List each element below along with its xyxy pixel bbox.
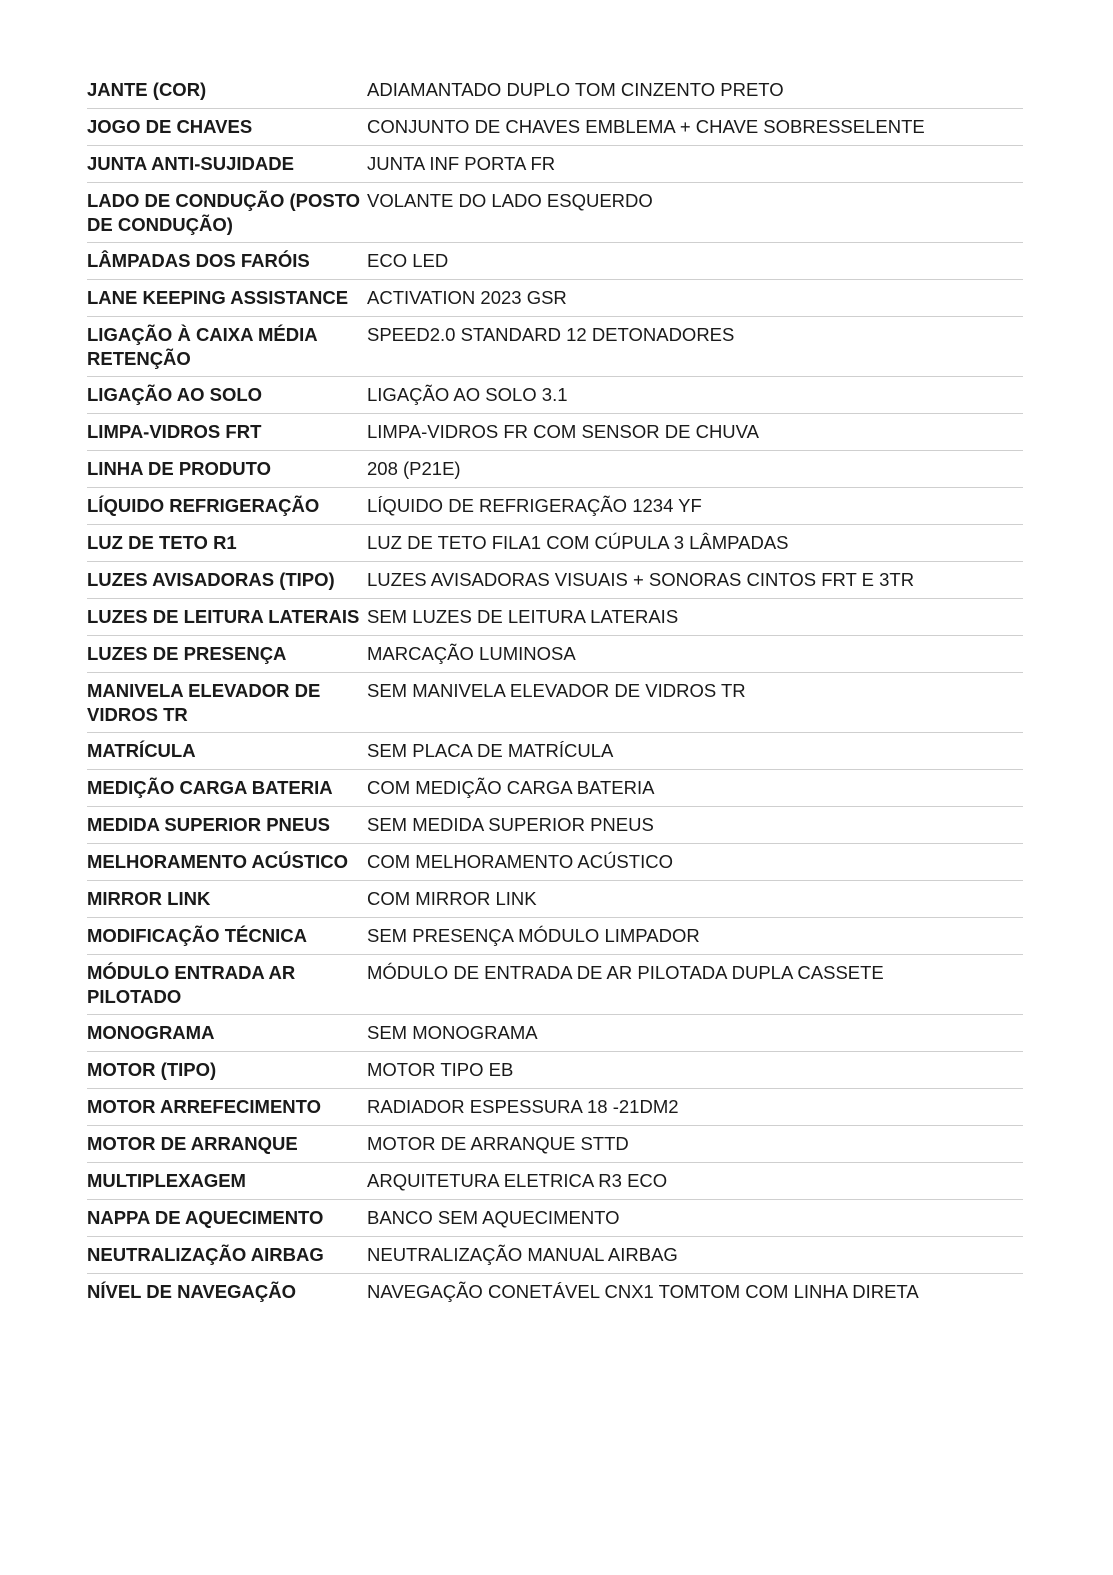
spec-label: LUZES DE PRESENÇA bbox=[87, 643, 287, 664]
spec-value: NEUTRALIZAÇÃO MANUAL AIRBAG bbox=[367, 1244, 678, 1265]
spec-value: ACTIVATION 2023 GSR bbox=[367, 287, 567, 308]
spec-row bbox=[87, 72, 1023, 109]
spec-label: MOTOR DE ARRANQUE bbox=[87, 1133, 298, 1154]
spec-value: LUZ DE TETO FILA1 COM CÚPULA 3 LÂMPADAS bbox=[367, 532, 789, 553]
spec-label: MATRÍCULA bbox=[87, 740, 196, 761]
spec-label: LÂMPADAS DOS FARÓIS bbox=[87, 250, 310, 271]
spec-value: CONJUNTO DE CHAVES EMBLEMA + CHAVE SOBRESSELENTE bbox=[367, 116, 925, 137]
spec-row bbox=[87, 183, 1023, 243]
spec-table bbox=[87, 72, 1023, 1311]
spec-row bbox=[87, 881, 1023, 918]
spec-label: LANE KEEPING ASSISTANCE bbox=[87, 287, 349, 308]
spec-value: LÍQUIDO DE REFRIGERAÇÃO 1234 YF bbox=[367, 495, 702, 516]
spec-label: LUZES DE LEITURA LATERAIS bbox=[87, 606, 360, 627]
spec-label: LÍQUIDO REFRIGERAÇÃO bbox=[87, 495, 320, 516]
spec-label: JOGO DE CHAVES bbox=[87, 116, 253, 137]
spec-label: NÍVEL DE NAVEGAÇÃO bbox=[87, 1281, 297, 1302]
spec-value: SEM MANIVELA ELEVADOR DE VIDROS TR bbox=[367, 680, 746, 701]
spec-row bbox=[87, 317, 1023, 377]
spec-label: LUZ DE TETO R1 bbox=[87, 532, 237, 553]
spec-row bbox=[87, 599, 1023, 636]
spec-label: JUNTA ANTI-SUJIDADE bbox=[87, 153, 294, 174]
spec-row bbox=[87, 1274, 1023, 1311]
spec-label: MOTOR ARREFECIMENTO bbox=[87, 1096, 321, 1117]
spec-row bbox=[87, 1163, 1023, 1200]
spec-row bbox=[87, 377, 1023, 414]
spec-value: MOTOR TIPO EB bbox=[367, 1059, 514, 1080]
spec-label: LUZES AVISADORAS (TIPO) bbox=[87, 569, 335, 590]
spec-value: LIGAÇÃO AO SOLO 3.1 bbox=[367, 384, 568, 405]
spec-value: ARQUITETURA ELETRICA R3 ECO bbox=[367, 1170, 668, 1191]
spec-value: LIMPA-VIDROS FR COM SENSOR DE CHUVA bbox=[367, 421, 759, 442]
spec-row bbox=[87, 955, 1023, 1015]
spec-row bbox=[87, 488, 1023, 525]
spec-value: NAVEGAÇÃO CONETÁVEL CNX1 TOMTOM COM LINHA DIRETA bbox=[367, 1281, 919, 1302]
spec-row bbox=[87, 636, 1023, 673]
spec-label: LADO DE CONDUÇÃO (POSTO DE CONDUÇÃO) bbox=[87, 190, 361, 235]
spec-value: SPEED2.0 STANDARD 12 DETONADORES bbox=[367, 324, 735, 345]
spec-row bbox=[87, 1237, 1023, 1274]
spec-label: MELHORAMENTO ACÚSTICO bbox=[87, 851, 349, 872]
spec-label: LIGAÇÃO À CAIXA MÉDIA RETENÇÃO bbox=[87, 324, 317, 369]
spec-row bbox=[87, 243, 1023, 280]
spec-label: LIGAÇÃO AO SOLO bbox=[87, 384, 263, 405]
spec-row bbox=[87, 733, 1023, 770]
spec-row bbox=[87, 770, 1023, 807]
spec-row bbox=[87, 1126, 1023, 1163]
spec-row bbox=[87, 1015, 1023, 1052]
spec-value: COM MIRROR LINK bbox=[367, 888, 537, 909]
spec-value: MÓDULO DE ENTRADA DE AR PILOTADA DUPLA CASSETE bbox=[367, 962, 884, 983]
spec-value: SEM MONOGRAMA bbox=[367, 1022, 538, 1043]
spec-label: NEUTRALIZAÇÃO AIRBAG bbox=[87, 1244, 324, 1265]
spec-label: MÓDULO ENTRADA AR PILOTADO bbox=[87, 962, 296, 1007]
spec-value: COM MELHORAMENTO ACÚSTICO bbox=[367, 851, 673, 872]
spec-value: LUZES AVISADORAS VISUAIS + SONORAS CINTOS FRT E 3TR bbox=[367, 569, 915, 590]
spec-row bbox=[87, 807, 1023, 844]
spec-row bbox=[87, 673, 1023, 733]
spec-row bbox=[87, 451, 1023, 488]
spec-label: LINHA DE PRODUTO bbox=[87, 458, 271, 479]
spec-row bbox=[87, 562, 1023, 599]
spec-value: ADIAMANTADO DUPLO TOM CINZENTO PRETO bbox=[367, 79, 784, 100]
spec-row bbox=[87, 280, 1023, 317]
spec-value: JUNTA INF PORTA FR bbox=[367, 153, 556, 174]
spec-value: COM MEDIÇÃO CARGA BATERIA bbox=[367, 777, 655, 798]
spec-label: MEDIÇÃO CARGA BATERIA bbox=[87, 777, 333, 798]
spec-value: SEM PRESENÇA MÓDULO LIMPADOR bbox=[367, 925, 700, 946]
spec-label: JANTE (COR) bbox=[87, 79, 207, 100]
spec-value: 208 (P21E) bbox=[367, 458, 461, 479]
spec-value: MOTOR DE ARRANQUE STTD bbox=[367, 1133, 629, 1154]
spec-label: MIRROR LINK bbox=[87, 888, 211, 909]
spec-row bbox=[87, 525, 1023, 562]
spec-row bbox=[87, 1089, 1023, 1126]
spec-value: ECO LED bbox=[367, 250, 449, 271]
spec-row bbox=[87, 918, 1023, 955]
spec-label: MULTIPLEXAGEM bbox=[87, 1170, 246, 1191]
spec-row bbox=[87, 414, 1023, 451]
spec-value: VOLANTE DO LADO ESQUERDO bbox=[367, 190, 653, 211]
spec-row bbox=[87, 844, 1023, 881]
spec-value: SEM PLACA DE MATRÍCULA bbox=[367, 740, 614, 761]
spec-label: MEDIDA SUPERIOR PNEUS bbox=[87, 814, 330, 835]
spec-value: MARCAÇÃO LUMINOSA bbox=[367, 643, 576, 664]
spec-label: MOTOR (TIPO) bbox=[87, 1059, 217, 1080]
spec-label: NAPPA DE AQUECIMENTO bbox=[87, 1207, 324, 1228]
spec-label: MODIFICAÇÃO TÉCNICA bbox=[87, 925, 307, 946]
spec-value: SEM LUZES DE LEITURA LATERAIS bbox=[367, 606, 679, 627]
spec-row bbox=[87, 109, 1023, 146]
spec-label: MANIVELA ELEVADOR DE VIDROS TR bbox=[87, 680, 321, 725]
spec-row bbox=[87, 1052, 1023, 1089]
spec-label: LIMPA-VIDROS FRT bbox=[87, 421, 262, 442]
spec-label: MONOGRAMA bbox=[87, 1022, 215, 1043]
spec-value: BANCO SEM AQUECIMENTO bbox=[367, 1207, 620, 1228]
spec-value: SEM MEDIDA SUPERIOR PNEUS bbox=[367, 814, 654, 835]
spec-value: RADIADOR ESPESSURA 18 -21DM2 bbox=[367, 1096, 679, 1117]
spec-row bbox=[87, 146, 1023, 183]
spec-row bbox=[87, 1200, 1023, 1237]
